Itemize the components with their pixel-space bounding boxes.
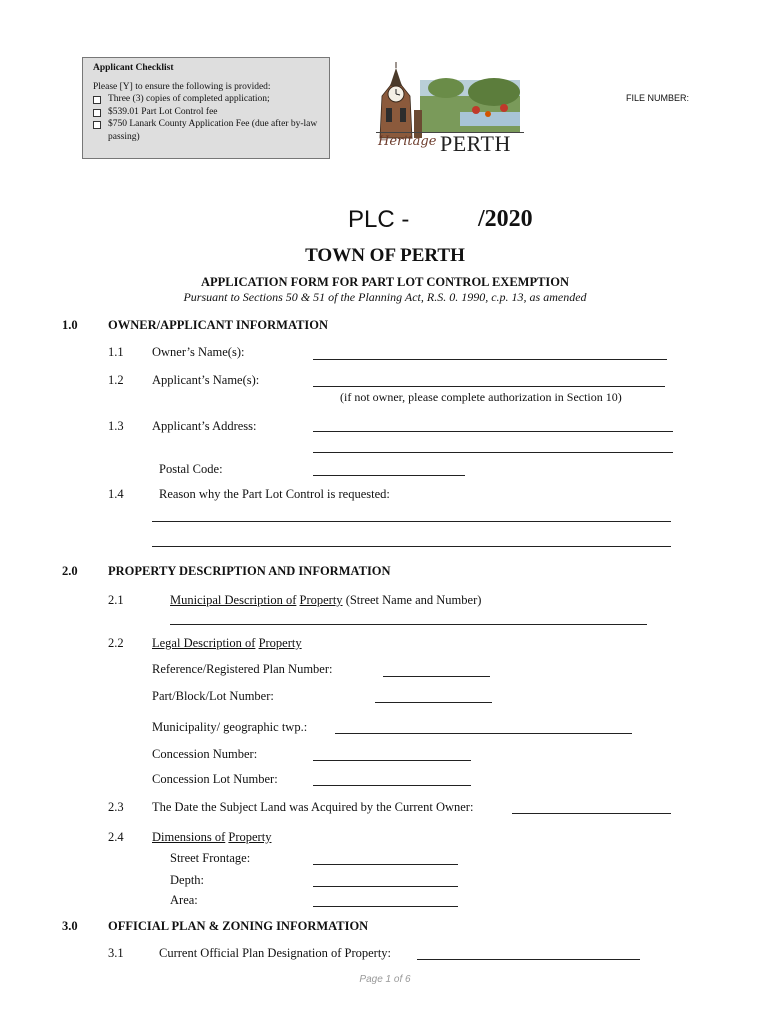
date-acquired-label: The Date the Subject Land was Acquired by the Current Owner:: [152, 800, 474, 814]
applicant-address-label: Applicant’s Address:: [152, 419, 257, 433]
applicant-name-note: (if not owner, please complete authorization in Section 10): [340, 390, 622, 404]
postal-code-label: Postal Code:: [159, 462, 223, 476]
checklist-item: [93, 118, 319, 143]
plc-year: /2020: [478, 206, 533, 232]
checklist-item: [93, 106, 319, 119]
question-number: 2.3: [108, 800, 124, 814]
applicant-name-field[interactable]: [313, 386, 665, 387]
municipal-description-label: [170, 593, 481, 608]
official-plan-field[interactable]: [417, 959, 640, 960]
checkbox[interactable]: [93, 96, 101, 104]
question-number: 1.4: [108, 487, 124, 501]
reason-label: Reason why the Part Lot Control is requested:: [159, 487, 390, 501]
town-title: TOWN OF PERTH: [305, 245, 465, 266]
section-title: OFFICIAL PLAN & ZONING INFORMATION: [108, 919, 369, 933]
applicant-address-field-2[interactable]: [313, 452, 673, 453]
question-number: 1.3: [108, 419, 124, 433]
checkbox[interactable]: [93, 109, 101, 117]
plc-prefix: PLC -: [348, 206, 410, 233]
logo-name: PERTH: [440, 131, 511, 156]
question-number: 1.2: [108, 373, 124, 387]
heritage-perth-logo: [376, 62, 524, 156]
concession-label: Concession Number:: [152, 747, 258, 761]
section-number: 3.0: [62, 919, 78, 933]
checklist-intro: Please [Y] to ensure the following is provided:: [93, 81, 271, 92]
dimensions-text: Dimensions of: [152, 830, 226, 844]
ref-plan-label: Reference/Registered Plan Number:: [152, 662, 333, 676]
official-plan-label: Current Official Plan Designation of Property:: [159, 946, 392, 960]
question-number: 2.1: [108, 593, 124, 607]
checklist-title: Applicant Checklist: [93, 63, 174, 73]
checklist-item-label: $539.01 Part Lot Control fee: [108, 106, 218, 117]
file-number-label: FILE NUMBER:: [626, 93, 690, 103]
section-number: 2.0: [62, 564, 78, 578]
owner-name-field[interactable]: [313, 359, 667, 360]
legal-description-label: [152, 636, 302, 651]
concession-field[interactable]: [313, 760, 471, 761]
municipality-label: Municipality/ geographic twp.:: [152, 720, 308, 734]
owner-name-label: Owner’s Name(s):: [152, 345, 245, 359]
property-text: Property: [228, 830, 272, 844]
form-title: APPLICATION FORM FOR PART LOT CONTROL EXEMPTION: [200, 275, 570, 289]
postal-code-field[interactable]: [313, 475, 465, 476]
part-block-label: Part/Block/Lot Number:: [152, 689, 274, 703]
legal-description-text: Legal Description of: [152, 636, 256, 650]
concession-lot-label: Concession Lot Number:: [152, 772, 278, 786]
street-name-hint: (Street Name and Number): [342, 593, 482, 607]
property-text: Property: [299, 593, 343, 607]
question-number: 2.4: [108, 830, 124, 844]
question-number: 1.1: [108, 345, 124, 359]
question-number: 2.2: [108, 636, 124, 650]
depth-field[interactable]: [313, 886, 458, 887]
reason-field-2[interactable]: [152, 546, 671, 547]
checklist-item-label: Three (3) copies of completed application;: [108, 94, 270, 104]
municipal-description-field[interactable]: [170, 624, 647, 625]
reason-field-1[interactable]: [152, 521, 671, 522]
checkbox[interactable]: [93, 121, 101, 129]
part-block-field[interactable]: [375, 702, 492, 703]
question-number: 3.1: [108, 946, 124, 960]
date-acquired-field[interactable]: [512, 813, 671, 814]
depth-label: Depth:: [170, 873, 205, 887]
property-text: Property: [258, 636, 302, 650]
applicant-checklist: [82, 57, 330, 159]
checklist-item-label: $750 Lanark County Application Fee (due after by-law passing): [108, 119, 318, 142]
logo-script-text: Heritage: [378, 134, 437, 149]
section-title: OWNER/APPLICANT INFORMATION: [108, 318, 329, 332]
area-label: Area:: [170, 893, 198, 907]
municipal-description-text: Municipal Description of: [170, 593, 297, 607]
ref-plan-field[interactable]: [383, 676, 490, 677]
concession-lot-field[interactable]: [313, 785, 471, 786]
section-title: PROPERTY DESCRIPTION AND INFORMATION: [108, 564, 391, 578]
page-number: Page 1 of 6: [359, 974, 411, 985]
street-frontage-field[interactable]: [313, 864, 458, 865]
applicant-address-field-1[interactable]: [313, 431, 673, 432]
municipality-field[interactable]: [335, 733, 632, 734]
checklist-item: [93, 93, 319, 106]
dimensions-label: [152, 830, 271, 845]
form-subtitle: Pursuant to Sections 50 & 51 of the Planning Act, R.S. 0. 1990, c.p. 13, as amended: [183, 290, 587, 304]
street-frontage-label: Street Frontage:: [170, 851, 251, 865]
area-field[interactable]: [313, 906, 458, 907]
applicant-name-label: Applicant’s Name(s):: [152, 373, 260, 387]
section-number: 1.0: [62, 318, 78, 332]
